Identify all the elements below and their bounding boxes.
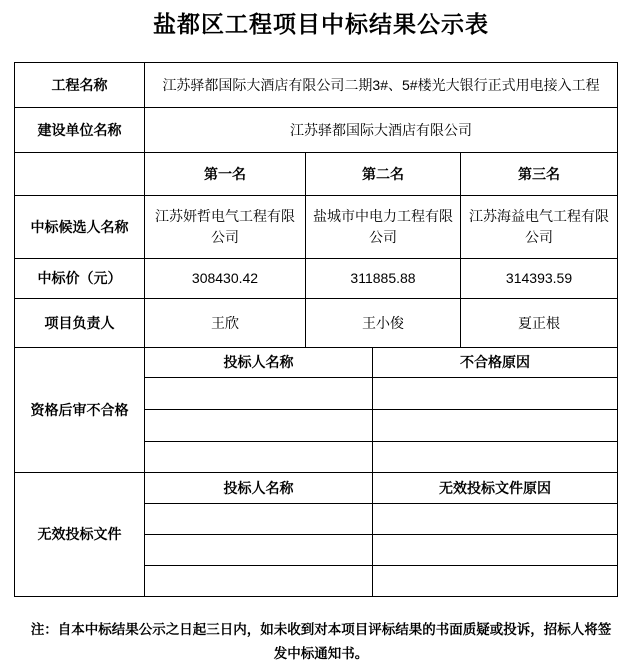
rank-third-header: 第三名 [461,153,618,196]
unqualified-reason-cell [373,378,618,410]
table-row [15,259,618,299]
invalid-reason-cell [373,535,618,566]
price-third: 314393.59 [461,259,618,299]
unqualified-reason-header: 不合格原因 [373,348,618,378]
rank-second-header: 第二名 [306,153,461,196]
manager-label: 项目负责人 [15,299,145,348]
table-row [15,196,618,259]
bid-result-table [14,62,618,597]
invalid-bidder-header: 投标人名称 [145,473,373,504]
owner-label: 建设单位名称 [15,108,145,153]
price-label: 中标价（元） [15,259,145,299]
invalid-bidder-cell [145,566,373,597]
manager-second: 王小俊 [306,299,461,348]
invalid-bidder-cell [145,504,373,535]
unqualified-bidder-header: 投标人名称 [145,348,373,378]
invalid-reason-cell [373,566,618,597]
candidate-third: 江苏海益电气工程有限公司 [461,196,618,259]
table-row [15,153,618,196]
candidates-label: 中标候选人名称 [15,196,145,259]
table-row [15,108,618,153]
table-row [15,473,618,504]
candidate-second: 盐城市中电力工程有限公司 [306,196,461,259]
invalid-bidder-cell [145,535,373,566]
owner-value: 江苏驿都国际大酒店有限公司 [145,108,618,153]
rank-first-header: 第一名 [145,153,306,196]
unqualified-bidder-cell [145,378,373,410]
unqualified-reason-cell [373,442,618,473]
table-row [15,299,618,348]
footer-note: 注：自本中标结果公示之日起三日内，如未收到对本项目评标结果的书面质疑或投诉，招标人将签发中标通知书。 [30,622,612,661]
invalid-reason-cell [373,504,618,535]
rank-empty-cell [15,153,145,196]
manager-third: 夏正根 [461,299,618,348]
unqualified-reason-cell [373,410,618,442]
price-first: 308430.42 [145,259,306,299]
page-title: 盐都区工程项目中标结果公示表 [153,11,489,37]
unqualified-bidder-cell [145,410,373,442]
unqualified-bidder-cell [145,442,373,473]
candidate-first: 江苏妍哲电气工程有限公司 [145,196,306,259]
price-second: 311885.88 [306,259,461,299]
unqualified-section-label: 资格后审不合格 [15,348,145,473]
project-name-value: 江苏驿都国际大酒店有限公司二期3#、5#楼光大银行正式用电接入工程 [145,63,618,108]
invalid-section-label: 无效投标文件 [15,473,145,597]
project-name-label: 工程名称 [15,63,145,108]
table-row [15,348,618,378]
invalid-reason-header: 无效投标文件原因 [373,473,618,504]
manager-first: 王欣 [145,299,306,348]
table-row [15,63,618,108]
